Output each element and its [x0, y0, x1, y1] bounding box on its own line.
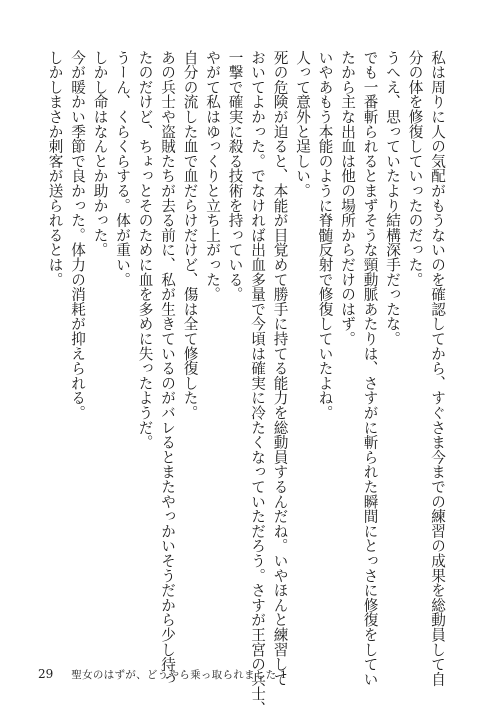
text-line: しかし命はなんとか助かった。 — [91, 50, 109, 258]
text-line: たのだけど、ちょっとそのために血を多めに失ったようだ。 — [136, 50, 154, 450]
text-line: 私は周りに人の気配がもうないのを確認してから、すぐさま今までの練習の成果を総動員して自 — [429, 50, 446, 687]
text-line: 人って意外と逞しい。 — [294, 50, 311, 198]
text-line: いやあもう本能のように脊髄反射で修復していたよね。 — [316, 50, 334, 420]
text-line: しかしまさか刺客が送られるとは。 — [46, 50, 64, 287]
text-line: あの兵士や盗賊たちが去る前に、私が生きているのがバレるとまたやっかいそうだから少し待っ — [159, 50, 176, 687]
text-line: 今が暖かい季節で良かった。体力の消耗が抑えられる。 — [69, 50, 86, 420]
text-line: 一撃で確実に殺る技術を持っている。 — [226, 50, 244, 302]
text-line: 分の体を修復していったのだった。 — [406, 50, 424, 287]
text-line: やがて私はゆっくりと立ち上がった。 — [204, 50, 221, 302]
text-line: 自分の流した血で血だらけだけど、傷は全て修復した。 — [181, 50, 199, 420]
text-line: おいてよかった。でなければ出血多量で今頃は確実に冷たくなっていただろう。さすが王宮の兵士、 — [249, 50, 266, 716]
text-line: うへえ、思っていたより結構深手だったな。 — [384, 50, 401, 346]
text-line: でも一番斬られるとまずそうな頸動脈あたりは、さすがに斬られた瞬間にとっさに修復をしてい — [361, 50, 379, 687]
running-title: 聖女のはずが、どうやら乗っ取られました 1 — [71, 668, 288, 681]
text-line: 死の危険が迫ると、本能が目覚めて勝手に持てる能力を総動員するんだね。いやほんと練習して — [271, 50, 289, 687]
text-line: たから主な出血は他の場所からだけのはず。 — [339, 50, 356, 346]
page-footer — [38, 666, 287, 682]
text-line: うーん、くらくらする。体が重い。 — [114, 50, 131, 287]
page-number: 29 — [38, 667, 54, 681]
